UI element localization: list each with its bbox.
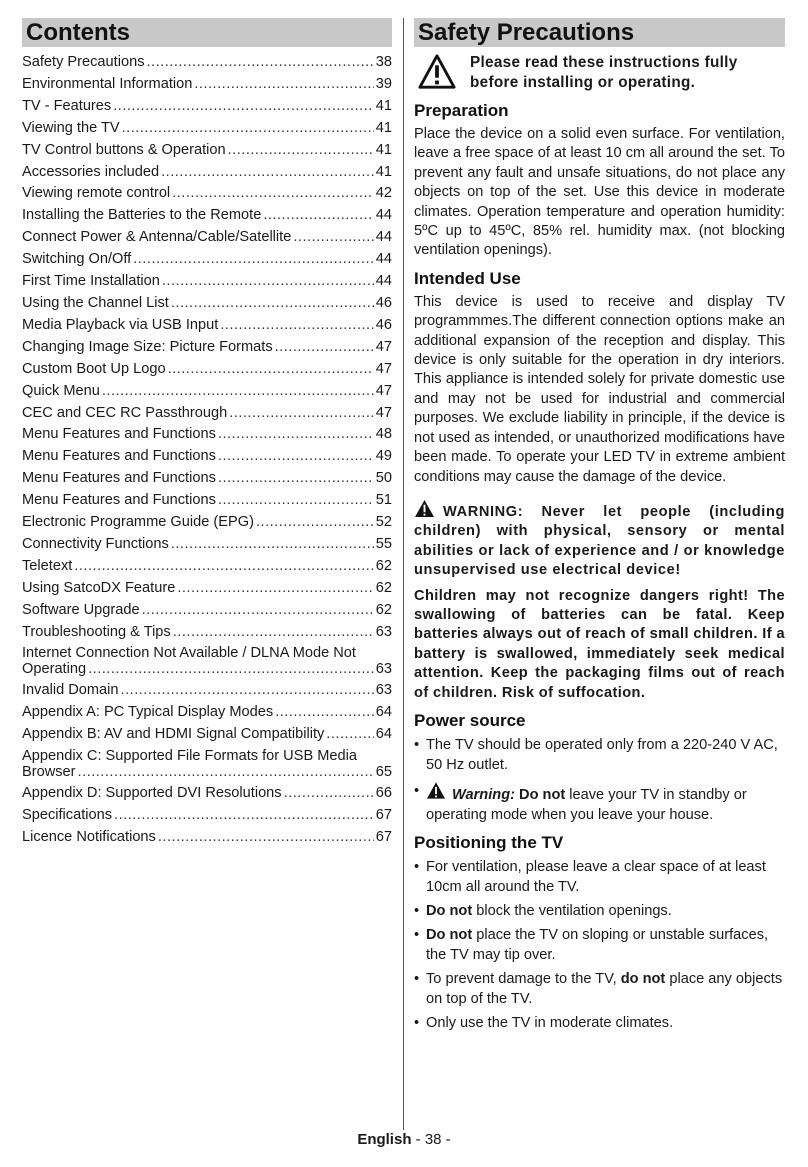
toc-entry[interactable]: Appendix D: Supported DVI Resolutions ..... 66 <box>22 783 392 805</box>
toc-entry[interactable]: Invalid Domain ..... 63 <box>22 680 392 702</box>
warning-icon <box>426 781 446 800</box>
footer-language: English <box>357 1131 412 1148</box>
contents-title: Contents <box>22 18 392 47</box>
warning-icon <box>414 499 435 518</box>
list-item: • Warning: Do not leave your TV in standby or operating mode when you leave your house. <box>414 781 785 825</box>
toc-entry[interactable]: Using the Channel List ..... 46 <box>22 293 392 315</box>
toc-entry[interactable]: Media Playback via USB Input ..... 46 <box>22 315 392 337</box>
toc-entry[interactable]: Connectivity Functions ..... 55 <box>22 534 392 556</box>
toc-entry[interactable]: Quick Menu ..... 47 <box>22 381 392 403</box>
toc-entry[interactable]: Software Upgrade ..... 62 <box>22 600 392 622</box>
read-notice-text: Please read these instructions fully before installing or operating. <box>470 54 738 91</box>
warning-paragraph <box>414 499 785 581</box>
toc-entry[interactable]: Specifications ..... 67 <box>22 805 392 827</box>
children-warning: Children may not recognize dangers right! The swallowing of batteries can be fatal. Keep batteries always out of reach of small children. If a battery is swallowed, immediately seek medical attention. Keep the packaging films out of reach of children. Risk of suffocation. <box>414 587 785 701</box>
page-footer <box>0 1131 808 1148</box>
toc-entry[interactable]: Environmental Information ..... 39 <box>22 74 392 96</box>
safety-column <box>414 18 785 1037</box>
toc-entry[interactable]: Viewing the TV ..... 41 <box>22 118 392 140</box>
positioning-list <box>414 857 785 1033</box>
toc-entry[interactable]: Menu Features and Functions ..... 48 <box>22 424 392 446</box>
safety-title: Safety Precautions <box>414 18 785 47</box>
toc-entry[interactable]: Changing Image Size: Picture Formats ..... 47 <box>22 337 392 359</box>
power-source-heading: Power source <box>414 710 526 730</box>
read-notice <box>414 53 785 93</box>
warning-triangle-icon <box>418 53 456 91</box>
toc-entry[interactable]: Installing the Batteries to the Remote ..... 44 <box>22 205 392 227</box>
toc-entry[interactable]: Menu Features and Functions ..... 51 <box>22 490 392 512</box>
toc-entry[interactable]: Menu Features and Functions ..... 50 <box>22 468 392 490</box>
power-list <box>414 735 785 825</box>
toc-entry[interactable]: Appendix B: AV and HDMI Signal Compatibility ..... 64 <box>22 724 392 746</box>
preparation-text: Place the device on a solid even surface. For ventilation, leave a free space of at least 10 cm all around the set. To prevent any fault and unsafe situations, do not place any objects on top of the set. Use this device in moderate climates. Operation temperature and operation humidity: 5ºC up to 45ºC, 85% rel. humidity max. (not blocking ventilation openings). <box>414 126 785 259</box>
column-divider <box>403 18 404 1130</box>
intended-use-heading: Intended Use <box>414 268 521 288</box>
list-item: • To prevent damage to the TV, do not place any objects on top of the TV. <box>414 969 785 1009</box>
toc-entry[interactable]: Teletext ..... 62 <box>22 556 392 578</box>
toc-entry-appendix-c[interactable]: Appendix C: Supported File Formats for USB Media Browser ..... 65 <box>22 748 392 780</box>
list-item: • The TV should be operated only from a 220-240 V AC, 50 Hz outlet. <box>414 735 785 775</box>
toc-entry[interactable]: Switching On/Off ..... 44 <box>22 249 392 271</box>
toc-entry[interactable]: TV - Features ..... 41 <box>22 96 392 118</box>
list-item: • Do not place the TV on sloping or unstable surfaces, the TV may tip over. <box>414 925 785 965</box>
toc-entry[interactable]: First Time Installation ..... 44 <box>22 271 392 293</box>
footer-page-number: - 38 - <box>415 1131 451 1148</box>
warning-text: WARNING: Never let people (including children) with physical, sensory or mental abilities or lack of experience and / or knowledge unsupervised use electrical device! <box>414 503 785 579</box>
list-item: • For ventilation, please leave a clear space of at least 10cm all around the TV. <box>414 857 785 897</box>
contents-column <box>22 18 392 849</box>
toc-entry[interactable]: Using SatcoDX Feature ..... 62 <box>22 578 392 600</box>
toc-entry[interactable]: Viewing remote control ..... 42 <box>22 183 392 205</box>
toc-entry[interactable]: Custom Boot Up Logo ..... 47 <box>22 359 392 381</box>
positioning-heading: Positioning the TV <box>414 832 564 852</box>
toc-entry[interactable]: Troubleshooting & Tips ..... 63 <box>22 622 392 644</box>
toc-list <box>22 52 392 849</box>
toc-entry[interactable]: Accessories included ..... 41 <box>22 162 392 184</box>
intended-use-text: This device is used to receive and display TV programmmes.The different connection options make an additional expansion of the reception and display. This device is only suitable for the operation in dry interiors. This appliance is intended solely for private domestic use and may not be used for industrial and commercial purposes. We exclude liability in principle, if the device is not used as intended, or unauthorized modifications have been made. To operate your LED TV in extreme ambient conditions may cause the damage of the device. <box>414 293 785 485</box>
toc-entry[interactable]: Electronic Programme Guide (EPG) ..... 52 <box>22 512 392 534</box>
toc-entry[interactable]: Safety Precautions ..... 38 <box>22 52 392 74</box>
toc-entry[interactable]: Menu Features and Functions ..... 49 <box>22 446 392 468</box>
list-item: • Only use the TV in moderate climates. <box>414 1013 785 1033</box>
preparation-heading: Preparation <box>414 101 509 120</box>
toc-entry[interactable]: Licence Notifications ..... 67 <box>22 827 392 849</box>
toc-entry-internet[interactable]: Internet Connection Not Available / DLNA Mode Not Operating ..... 63 <box>22 645 392 677</box>
toc-entry[interactable]: Appendix A: PC Typical Display Modes ..... 64 <box>22 702 392 724</box>
toc-entry[interactable]: CEC and CEC RC Passthrough ..... 47 <box>22 403 392 425</box>
toc-entry[interactable]: Connect Power & Antenna/Cable/Satellite ..... 44 <box>22 227 392 249</box>
list-item: • Do not block the ventilation openings. <box>414 901 785 921</box>
toc-entry[interactable]: TV Control buttons & Operation ..... 41 <box>22 140 392 162</box>
